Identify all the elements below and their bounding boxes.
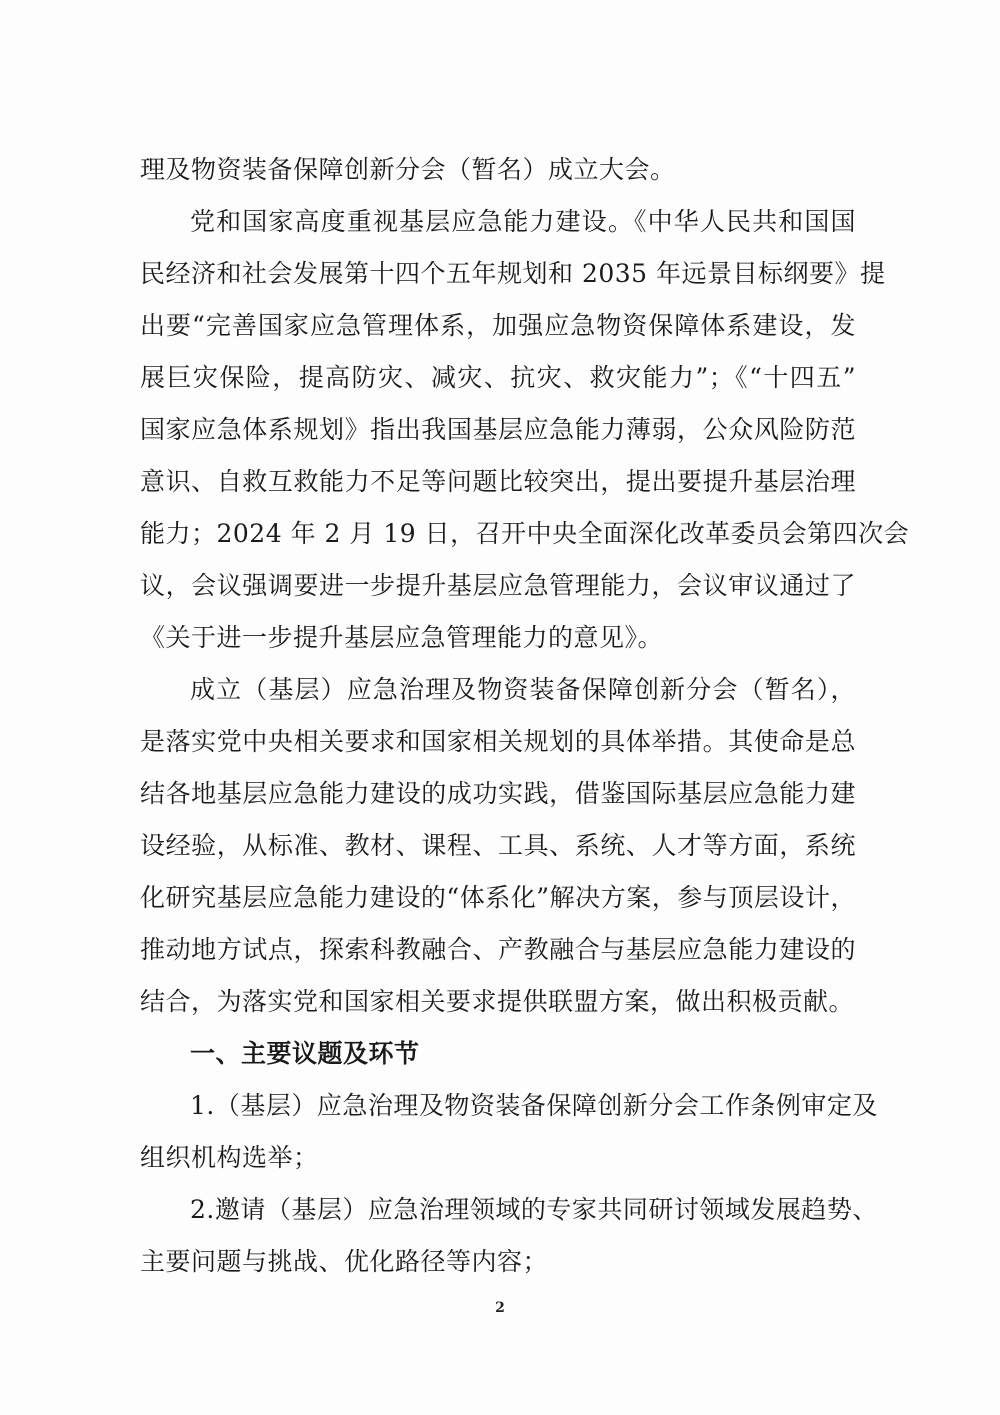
text-line-5: 展巨灾保险，提高防灾、减灾、抗灾、救灾能力”；《“十四五” bbox=[140, 363, 856, 392]
text-line-8: 能力；2024 年 2 月 19 日，召开中央全面深化改革委员会第四次会 bbox=[140, 519, 910, 548]
text-line-14: 设经验，从标准、教材、课程、工具、系统、人才等方面，系统 bbox=[140, 831, 856, 860]
text-line-13: 结各地基层应急能力建设的成功实践，借鉴国际基层应急能力建 bbox=[140, 779, 856, 808]
text-line-4: 出要“完善国家应急管理体系，加强应急物资保障体系建设，发 bbox=[140, 311, 856, 340]
text-line-16: 推动地方试点，探索科教融合、产教融合与基层应急能力建设的 bbox=[140, 935, 856, 964]
page-number: 2 bbox=[495, 1300, 505, 1316]
text-line-3: 民经济和社会发展第十四个五年规划和 2035 年远景目标纲要》提 bbox=[140, 259, 886, 288]
list-item-2-line-1: 2.邀请（基层）应急治理领域的专家共同研讨领域发展趋势、 bbox=[190, 1195, 878, 1224]
list-item-1-line-1: 1.（基层）应急治理及物资装备保障创新分会工作条例审定及 bbox=[190, 1091, 878, 1120]
list-item-2-line-2: 主要问题与挑战、优化路径等内容； bbox=[140, 1247, 549, 1276]
text-line-9: 议，会议强调要进一步提升基层应急管理能力，会议审议通过了 bbox=[140, 571, 856, 600]
text-line-10: 《关于进一步提升基层应急管理能力的意见》。 bbox=[140, 623, 664, 652]
text-line-15: 化研究基层应急能力建设的“体系化”解决方案，参与顶层设计， bbox=[140, 883, 856, 912]
text-line-1: 理及物资装备保障创新分会（暂名）成立大会。 bbox=[140, 155, 676, 184]
text-line-17: 结合，为落实党和国家相关要求提供联盟方案，做出积极贡献。 bbox=[140, 987, 855, 1016]
document-body bbox=[140, 144, 910, 1288]
text-line-12: 是落实党中央相关要求和国家相关规划的具体举措。其使命是总 bbox=[140, 727, 856, 756]
paragraph-start-line: 党和国家高度重视基层应急能力建设。《中华人民共和国国 bbox=[190, 207, 856, 236]
list-item-1-line-2: 组织机构选举； bbox=[140, 1143, 319, 1172]
section-heading: 一、主要议题及环节 bbox=[190, 1039, 420, 1068]
text-line-7: 意识、自救互救能力不足等问题比较突出，提出要提升基层治理 bbox=[140, 467, 856, 496]
text-line-6: 国家应急体系规划》指出我国基层应急能力薄弱，公众风险防范 bbox=[140, 415, 856, 444]
paragraph-start-line: 成立（基层）应急治理及物资装备保障创新分会（暂名）， bbox=[190, 675, 856, 704]
